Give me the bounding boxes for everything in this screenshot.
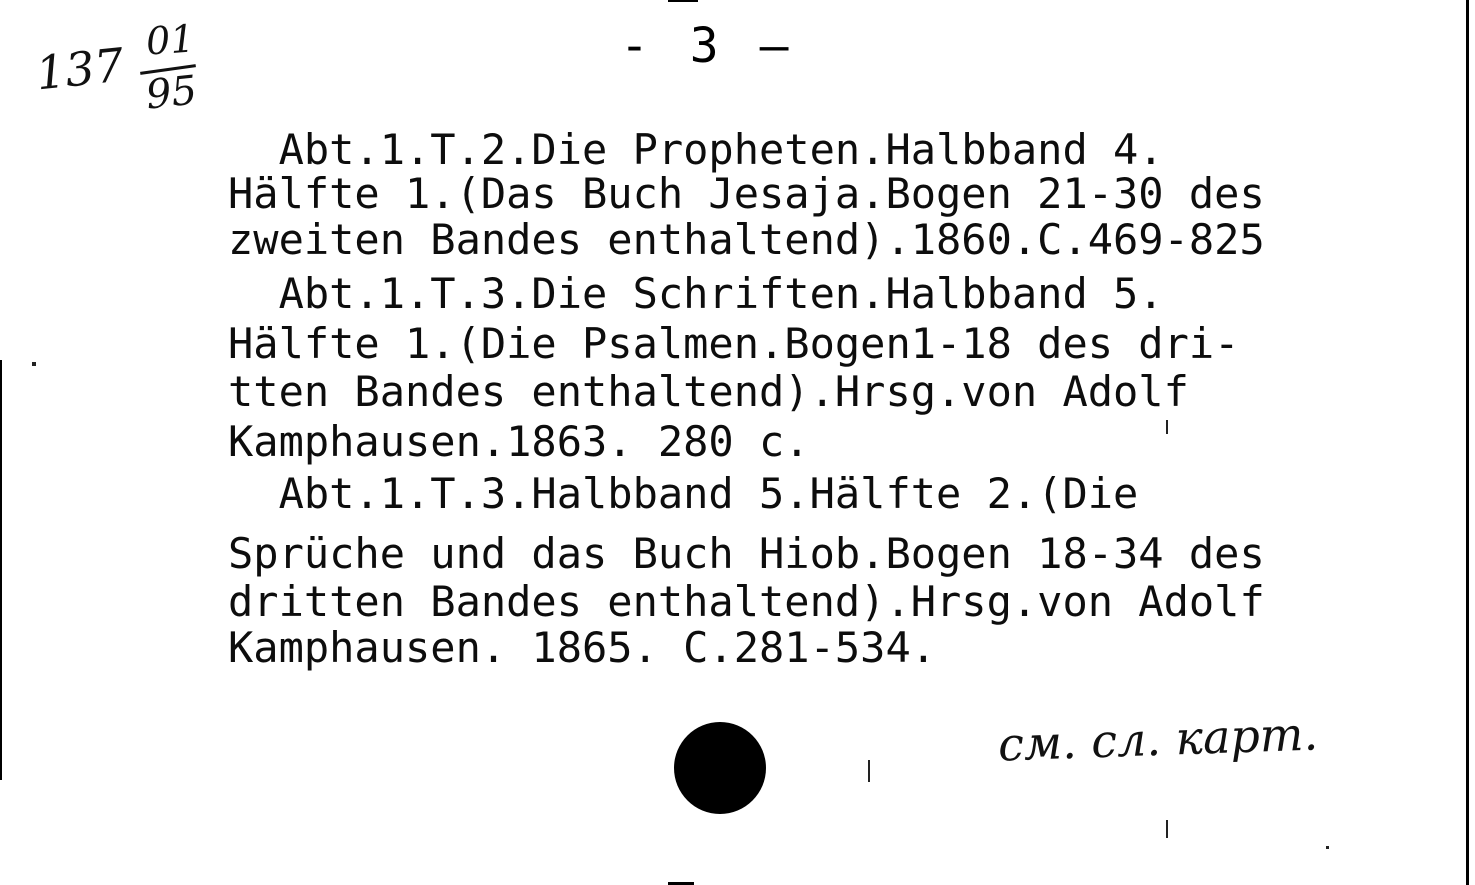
shelf-mark-denominator: 95 xyxy=(143,67,200,119)
left-edge-line xyxy=(0,360,2,780)
text-line: Kamphausen.1863. 280 c. xyxy=(228,417,810,466)
text-line: Kamphausen. 1865. C.281-534. xyxy=(228,623,937,672)
text-line: tten Bandes enthaltend).Hrsg.von Adolf xyxy=(228,367,1189,416)
text-line: Abt.1.T.3.Die Schriften.Halbband 5. xyxy=(228,269,1164,318)
text-line: Abt.1.T.3.Halbband 5.Hälfte 2.(Die xyxy=(228,469,1139,518)
right-edge-line xyxy=(1466,0,1469,885)
page-number: - 3 — xyxy=(620,18,795,74)
scan-speck xyxy=(1326,846,1329,849)
text-line: dritten Bandes enthaltend).Hrsg.von Adolf xyxy=(228,577,1265,626)
text-line: zweiten Bandes enthaltend).1860.C.469-825 xyxy=(228,215,1265,264)
scan-speck xyxy=(1166,820,1168,838)
punch-hole xyxy=(674,722,766,814)
scan-speck xyxy=(1166,420,1168,434)
top-edge-mark xyxy=(668,0,698,2)
shelf-mark-numerator: 01 xyxy=(144,16,196,64)
shelf-mark-main: 137 xyxy=(33,37,127,101)
scan-speck xyxy=(868,760,870,782)
text-line: Hälfte 1.(Das Buch Jesaja.Bogen 21-30 des xyxy=(228,169,1265,218)
text-line: Abt.1.T.2.Die Propheten.Halbband 4. xyxy=(228,125,1164,174)
scan-speck xyxy=(32,362,36,366)
text-line: Hälfte 1.(Die Psalmen.Bogen1-18 des dri- xyxy=(228,319,1240,368)
handwritten-note: см. сл. карт. xyxy=(997,706,1319,772)
text-line: Sprüche und das Buch Hiob.Bogen 18-34 des xyxy=(228,529,1265,578)
